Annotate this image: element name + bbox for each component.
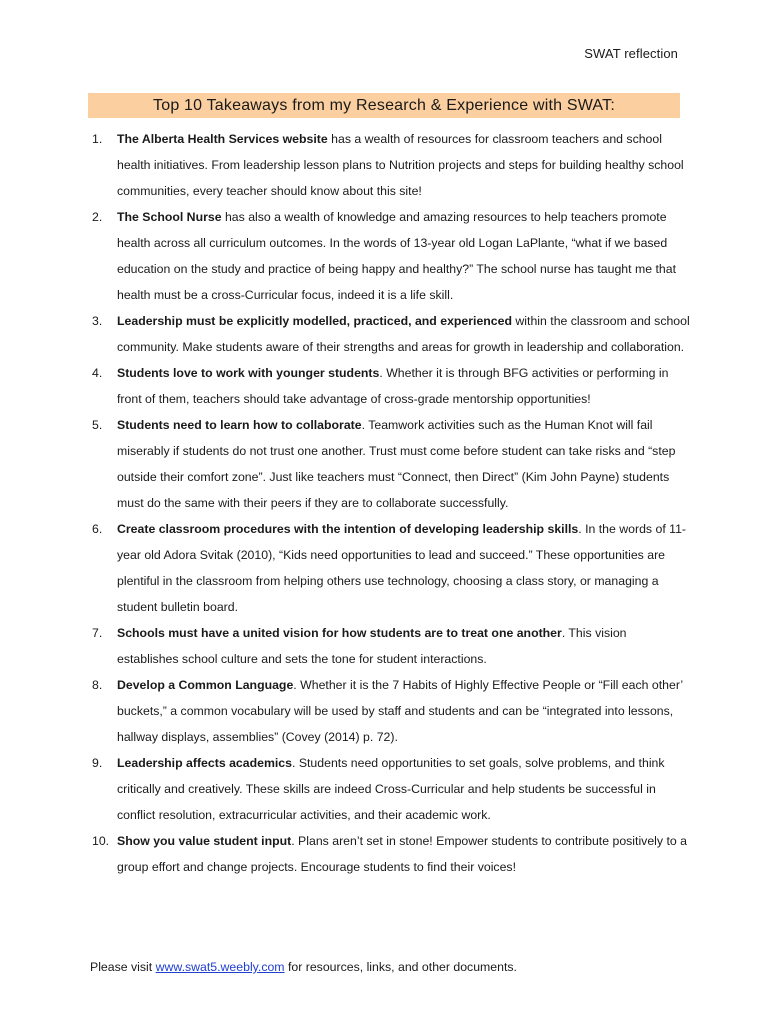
- item-rest: . Plans aren’t set in stone! Empower students to contribute positively to a group effort and change projects. Encourage students to find their voices!: [117, 834, 687, 874]
- list-item: [92, 620, 690, 672]
- website-link[interactable]: www.swat5.weebly.com: [155, 960, 285, 974]
- item-bold: Create classroom procedures with the intention of developing leadership skills: [117, 522, 579, 536]
- item-bold: Leadership must be explicitly modelled, practiced, and experienced: [117, 314, 512, 328]
- item-bold: The Alberta Health Services website: [117, 132, 328, 146]
- item-text: [117, 672, 690, 750]
- item-text: [117, 750, 690, 828]
- item-number: 10.: [92, 834, 110, 848]
- item-number: 3.: [92, 314, 103, 328]
- item-rest: . Teamwork activities such as the Human Knot will fail miserably if students do not trust one another. Trust must come before student can take risks and “step outside their comfort zone”. Just like teachers must “Connect, then Direct” (Kim John Payne) students must do the same with their peers if they are to collaborate successfully.: [117, 418, 676, 510]
- item-bold: Students need to learn how to collaborate: [117, 418, 362, 432]
- list-item: [92, 750, 690, 828]
- item-bold: Develop a Common Language: [117, 678, 294, 692]
- item-rest: . Whether it is the 7 Habits of Highly Effective People or “Fill each other’ buckets,” a common vocabulary will be used by staff and students and can be “integrated into lessons, hallway displays, assemblies” (Covey (2014) p. 72).: [117, 678, 683, 744]
- footer-suffix: for resources, links, and other documents.: [284, 960, 517, 974]
- list-item: [92, 204, 690, 308]
- item-text: [117, 620, 690, 672]
- item-rest: has also a wealth of knowledge and amazing resources to help teachers promote health across all curriculum outcomes. In the words of 13-year old Logan LaPlante, “what if we based education on the study and practice of being happy and healthy?” The school nurse has taught me that health must be a cross-Curricular focus, indeed it is a life skill.: [117, 210, 676, 302]
- item-bold: The School Nurse: [117, 210, 222, 224]
- item-number: 5.: [92, 418, 103, 432]
- item-bold: Schools must have a united vision for how students are to treat one another: [117, 626, 562, 640]
- item-text: [117, 308, 690, 360]
- item-bold: Show you value student input: [117, 834, 292, 848]
- list-item: [92, 672, 690, 750]
- item-rest: within the classroom and school community. Make students aware of their strengths and areas for growth in leadership and collaboration.: [117, 314, 690, 354]
- footer-prefix: Please visit: [90, 960, 156, 974]
- item-text: [117, 516, 690, 620]
- item-text: [117, 412, 690, 516]
- item-text: [117, 126, 690, 204]
- item-rest: . Whether it is through BFG activities or performing in front of them, teachers should take advantage of cross-grade mentorship opportunities!: [117, 366, 669, 406]
- takeaways-list: [92, 126, 690, 880]
- page-title: Top 10 Takeaways from my Research & Experience with SWAT:: [153, 96, 615, 114]
- list-item: [92, 412, 690, 516]
- item-text: [117, 204, 690, 308]
- list-item: [92, 516, 690, 620]
- item-rest: . In the words of 11-year old Adora Svitak (2010), “Kids need opportunities to lead and succeed.” These opportunities are plentiful in the classroom from helping others use technology, choosing a class story, or managing a student bulletin board.: [117, 522, 687, 614]
- item-number: 4.: [92, 366, 103, 380]
- item-number: 8.: [92, 678, 103, 692]
- item-number: 2.: [92, 210, 103, 224]
- item-number: 7.: [92, 626, 103, 640]
- footer-note: [90, 960, 517, 974]
- list-item: [92, 308, 690, 360]
- title-banner: [88, 93, 680, 118]
- item-text: [117, 360, 690, 412]
- list-item: [92, 360, 690, 412]
- item-rest: has a wealth of resources for classroom teachers and school health initiatives. From leadership lesson plans to Nutrition projects and steps for building healthy school communities, every teacher should know about this site!: [117, 132, 684, 198]
- item-bold: Students love to work with younger students: [117, 366, 380, 380]
- item-rest: . This vision establishes school culture and sets the tone for student interactions.: [117, 626, 627, 666]
- item-number: 9.: [92, 756, 103, 770]
- list-item: [92, 828, 690, 880]
- item-text: [117, 828, 690, 880]
- list-item: [92, 126, 690, 204]
- item-number: 6.: [92, 522, 103, 536]
- item-bold: Leadership affects academics: [117, 756, 292, 770]
- item-number: 1.: [92, 132, 103, 146]
- item-rest: . Students need opportunities to set goals, solve problems, and think critically and creatively. These skills are indeed Cross-Curricular and help students be successful in conflict resolution, extracurricular activities, and their academic work.: [117, 756, 665, 822]
- running-header: SWAT reflection: [584, 46, 678, 61]
